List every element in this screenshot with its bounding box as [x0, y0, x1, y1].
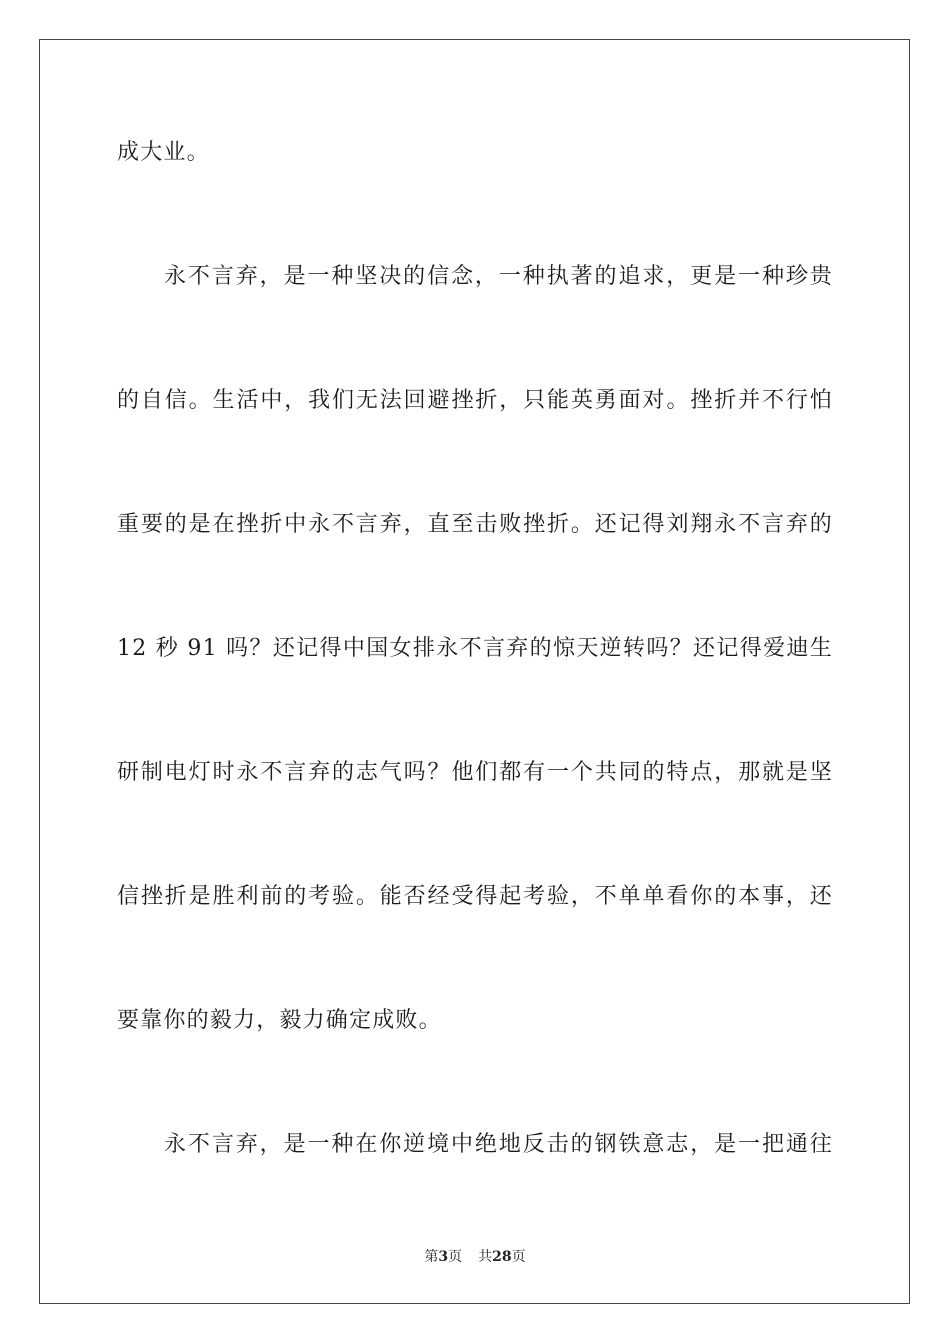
text-line-3: 的自信。生活中，我们无法回避挫折，只能英勇面对。挫折并不行怕	[117, 388, 833, 413]
page-border	[39, 39, 910, 1304]
text-line-6: 研制电灯时永不言弃的志气吗？他们都有一个共同的特点，那就是坚	[117, 760, 833, 785]
page-footer	[0, 1248, 950, 1266]
text-line-2: 永不言弃，是一种坚决的信念，一种执著的追求，更是一种珍贵	[164, 264, 833, 289]
total-page-count: 28	[492, 1249, 512, 1265]
text-line-8: 要靠你的毅力，毅力确定成败。	[117, 1008, 442, 1033]
total-label-suffix: 页	[511, 1249, 526, 1265]
text-line-4: 重要的是在挫折中永不言弃，直至击败挫折。还记得刘翔永不言弃的	[117, 512, 833, 537]
current-page-number: 3	[438, 1249, 449, 1265]
text-line-5: 12 秒 91 吗？还记得中国女排永不言弃的惊天逆转吗？还记得爱迪生	[117, 636, 833, 661]
text-line-7: 信挫折是胜利前的考验。能否经受得起考验，不单单看你的本事，还	[117, 884, 833, 909]
page-label-prefix: 第	[424, 1249, 439, 1265]
text-line-1: 成大业。	[117, 140, 210, 165]
text-line-9: 永不言弃，是一种在你逆境中绝地反击的钢铁意志，是一把通往	[164, 1132, 833, 1157]
page-label-suffix: 页	[448, 1249, 463, 1265]
total-label-prefix: 共	[478, 1249, 493, 1265]
